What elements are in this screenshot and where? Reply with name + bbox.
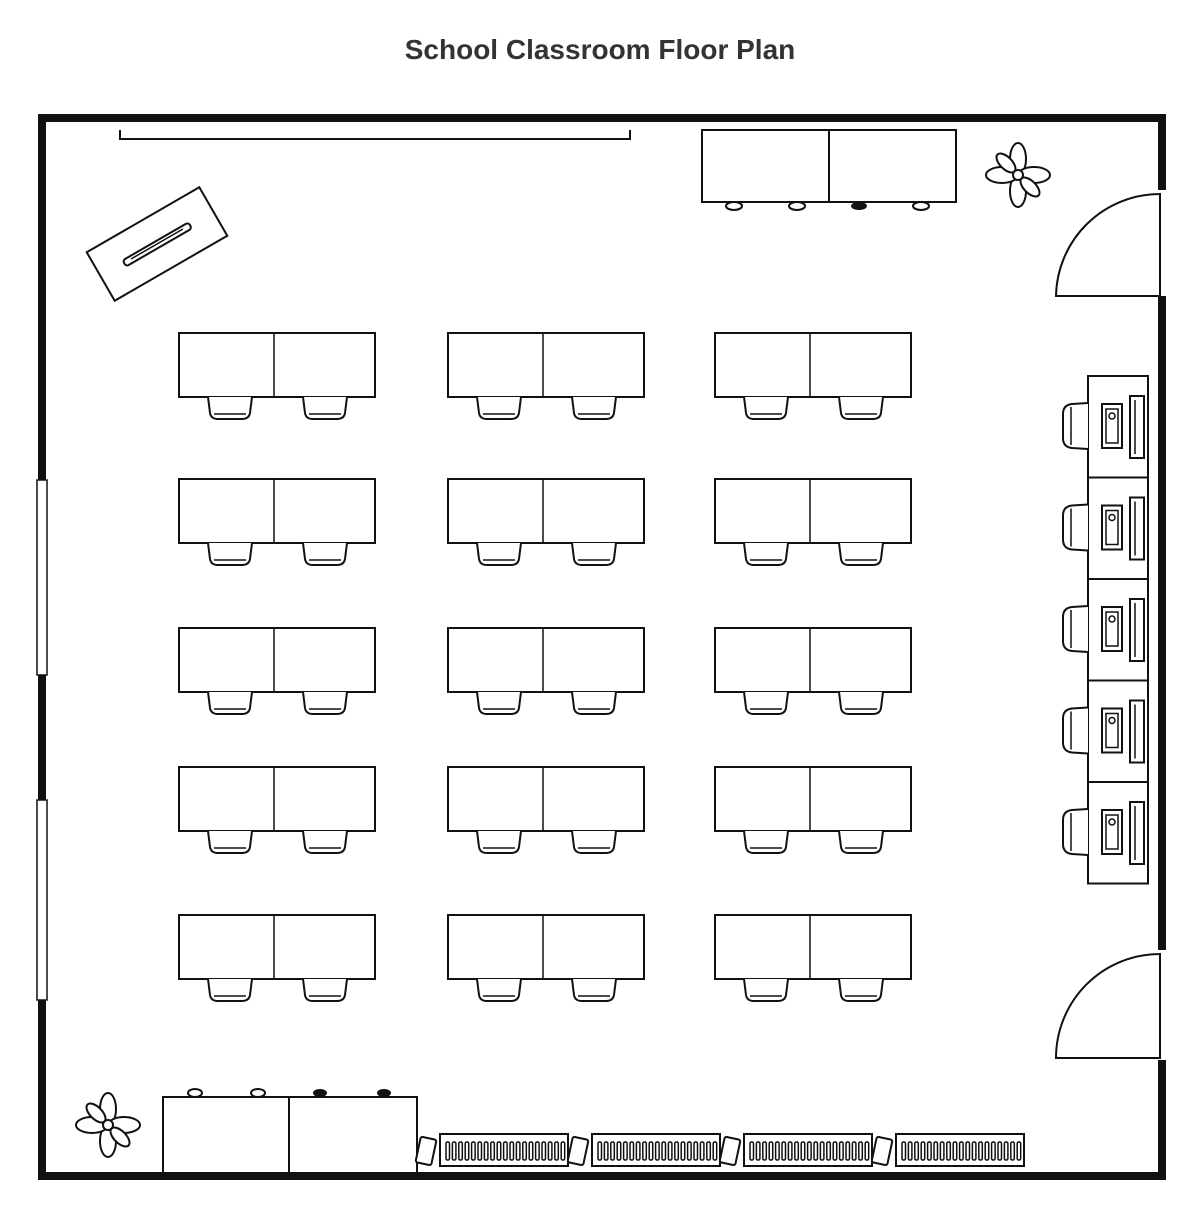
door-upper [1056, 194, 1160, 296]
double-desk [179, 479, 375, 565]
chair [744, 543, 788, 565]
chair [303, 831, 347, 853]
chair [208, 979, 252, 1001]
chair [477, 692, 521, 714]
storage-cabinet-top [702, 130, 956, 210]
chair [303, 397, 347, 419]
chair [572, 397, 616, 419]
chair [208, 692, 252, 714]
window-left-lower [37, 800, 47, 1000]
double-desk [448, 915, 644, 1001]
chair [572, 543, 616, 565]
chair [477, 543, 521, 565]
whiteboard [120, 130, 630, 140]
computer-stations [1063, 376, 1148, 884]
chair [208, 397, 252, 419]
chair [477, 397, 521, 419]
chair [572, 979, 616, 1001]
chair [303, 543, 347, 565]
chair [744, 979, 788, 1001]
double-desk [448, 767, 644, 853]
student-desks [179, 333, 911, 1001]
computer-station [1063, 782, 1148, 884]
chair [744, 397, 788, 419]
computer-station [1063, 579, 1148, 681]
computer-station [1063, 478, 1148, 580]
double-desk [715, 479, 911, 565]
plant-icon [76, 1093, 140, 1157]
door-lower [1056, 954, 1160, 1058]
window-left-upper [37, 480, 47, 675]
double-desk [179, 915, 375, 1001]
chair [839, 979, 883, 1001]
chair [744, 831, 788, 853]
chair [744, 692, 788, 714]
chair [477, 831, 521, 853]
chair [208, 543, 252, 565]
computer-station [1063, 681, 1148, 783]
double-desk [448, 628, 644, 714]
plant-icon [986, 143, 1050, 207]
computer-station [1063, 376, 1148, 478]
double-desk [179, 767, 375, 853]
double-desk [715, 767, 911, 853]
storage-cabinet-bottom [163, 1089, 417, 1173]
teacher-desk [87, 187, 228, 300]
double-desk [179, 628, 375, 714]
chair [303, 692, 347, 714]
chair [208, 831, 252, 853]
double-desk [448, 333, 644, 419]
double-desk [448, 479, 644, 565]
chair [572, 692, 616, 714]
double-desk [715, 628, 911, 714]
bookshelf-section [871, 1134, 1024, 1166]
bookshelf-section [719, 1134, 872, 1166]
page-title: School Classroom Floor Plan [404, 34, 796, 65]
chair [839, 397, 883, 419]
chair [839, 692, 883, 714]
chair [572, 831, 616, 853]
double-desk [715, 333, 911, 419]
chair [839, 543, 883, 565]
double-desk [715, 915, 911, 1001]
double-desk [179, 333, 375, 419]
chair [839, 831, 883, 853]
chair [477, 979, 521, 1001]
bookshelf-section [415, 1134, 568, 1166]
chair [303, 979, 347, 1001]
bookshelf-section [567, 1134, 720, 1166]
bookshelves [415, 1134, 1024, 1166]
